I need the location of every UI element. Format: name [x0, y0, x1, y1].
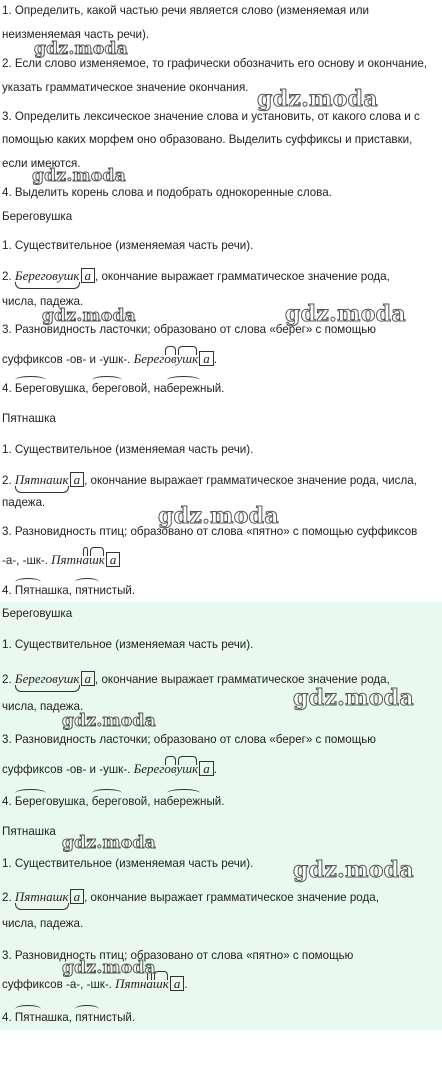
instruction-line: помощью каких морфем оно образовано. Выделить суффиксы и приставки,	[2, 133, 413, 146]
watermark: gdz.moda	[62, 711, 156, 731]
analysis-line: 3. Разновидность птиц; образовано от слова «пятно» с помощью	[2, 949, 354, 962]
watermark: gdz.moda	[42, 306, 136, 326]
word-base: Пятнашк	[14, 472, 69, 487]
instruction-line: 3. Определить лексическое значение слова и установить, от какого слова и с	[2, 110, 420, 123]
suffix-mark: ушк	[176, 351, 199, 366]
suffix-mark: ов	[164, 761, 177, 776]
instruction-line: если имеются.	[2, 157, 81, 170]
word-root: пятн	[75, 1011, 100, 1024]
analysis-line: 1. Существительное (изменяемая часть речи).	[2, 857, 254, 870]
word-ending: а	[199, 351, 214, 366]
analysis-line: числа, падежа.	[2, 295, 84, 308]
analysis-line: 3. Разновидность птиц; образовано от слова «пятно» с помощью суффиксов	[2, 525, 418, 538]
analysis-line: 2. Береговушк а , окончание выражает грамматическое значение рода,	[2, 671, 390, 686]
analysis-line: 1. Существительное (изменяемая часть речи).	[2, 239, 254, 252]
watermark: gdz.moda	[32, 166, 126, 186]
suffix-mark: ов	[164, 351, 177, 366]
word-base: Береговушк	[14, 671, 80, 686]
related-words-line: 4. Береговушка, береговой, набережный.	[2, 382, 225, 395]
word-ending: а	[199, 761, 214, 776]
analysis-line: 2. Пятнашк а , окончание выражает грамматическое значение рода, числа,	[2, 472, 417, 487]
word-root: Пятн	[14, 1011, 42, 1024]
analysis-line: -а-, -шк-. Пятнашк а	[2, 552, 120, 568]
section-word: Береговушка	[2, 607, 73, 620]
watermark: gdz.moda	[293, 857, 414, 883]
related-words-line: 4. Береговушка, береговой, набережный.	[2, 795, 225, 808]
analysis-line: падежа.	[2, 496, 46, 509]
analysis-line: 2. Береговушк а , окончание выражает грамматическое значение рода,	[2, 268, 390, 283]
analysis-line: суффиксов -а-, -шк-. Пятнашк а .	[2, 976, 188, 991]
word-root: пятн	[75, 584, 100, 597]
word-ending: а	[106, 552, 121, 567]
instruction-line: 1. Определить, какой частью речи является слово (изменяемая или	[2, 4, 370, 17]
analysis-line: 1. Существительное (изменяемая часть речи).	[2, 638, 254, 651]
word-root: Пятн	[14, 584, 42, 597]
suffix-mark: а	[82, 552, 89, 567]
watermark: gdz.moda	[257, 86, 378, 112]
word-ending: а	[81, 268, 96, 283]
analysis-line: суффиксов -ов- и -ушк-. Береговушк а .	[2, 351, 217, 366]
instruction-line: 4. Выделить корень слова и подобрать однокоренные слова.	[2, 186, 332, 199]
related-words-line: 4. Пятнашка, пятнистый.	[2, 1011, 136, 1024]
suffix-mark: шк	[88, 552, 105, 567]
watermark: gdz.moda	[285, 301, 406, 327]
section-word: Пятнашка	[2, 412, 56, 425]
analysis-line: 3. Разновидность ласточки; образовано от слова «берег» с помощью	[2, 733, 376, 746]
word-ending: а	[170, 976, 185, 991]
word-root: берег	[91, 382, 122, 395]
word-root: Берег	[14, 382, 47, 395]
analysis-line: числа, падежа.	[2, 917, 84, 930]
word-base: Береговушк	[14, 268, 80, 283]
instruction-line: неизменяемая часть речи).	[2, 28, 150, 41]
analysis-line: 3. Разновидность ласточки; образовано от слова «берег» с помощью	[2, 323, 376, 336]
suffix-mark: а	[146, 976, 153, 991]
section-word: Пятнашка	[2, 825, 56, 838]
word-root: береж	[166, 795, 201, 808]
watermark: gdz.moda	[62, 833, 156, 853]
watermark: gdz.moda	[158, 503, 279, 529]
watermark: gdz.moda	[62, 958, 156, 978]
related-words-line: 4. Пятнашка, пятнистый.	[2, 584, 136, 597]
word-root: берег	[91, 795, 122, 808]
watermark: gdz.moda	[34, 39, 128, 59]
suffix-mark: шк	[152, 976, 169, 991]
analysis-line: 2. Пятнашк а , окончание выражает грамматическое значение рода,	[2, 889, 379, 904]
word-root: Берег	[14, 795, 47, 808]
instruction-line: указать грамматическое значение окончания.	[2, 81, 249, 94]
section-word: Береговушка	[2, 210, 73, 223]
suffix-mark: ушк	[176, 761, 199, 776]
analysis-line: суффиксов -ов- и -ушк-. Береговушк а .	[2, 761, 217, 776]
watermark: gdz.moda	[293, 685, 414, 711]
analysis-line: числа, падежа.	[2, 700, 84, 713]
instruction-line: 2. Если слово изменяемое, то графически обозначить его основу и окончание,	[2, 57, 428, 70]
word-base: Пятнашк	[14, 889, 69, 904]
word-ending: а	[70, 472, 85, 487]
analysis-line: 1. Существительное (изменяемая часть речи).	[2, 443, 254, 456]
word-ending: а	[70, 889, 85, 904]
word-ending: а	[81, 671, 96, 686]
word-root: береж	[166, 382, 201, 395]
